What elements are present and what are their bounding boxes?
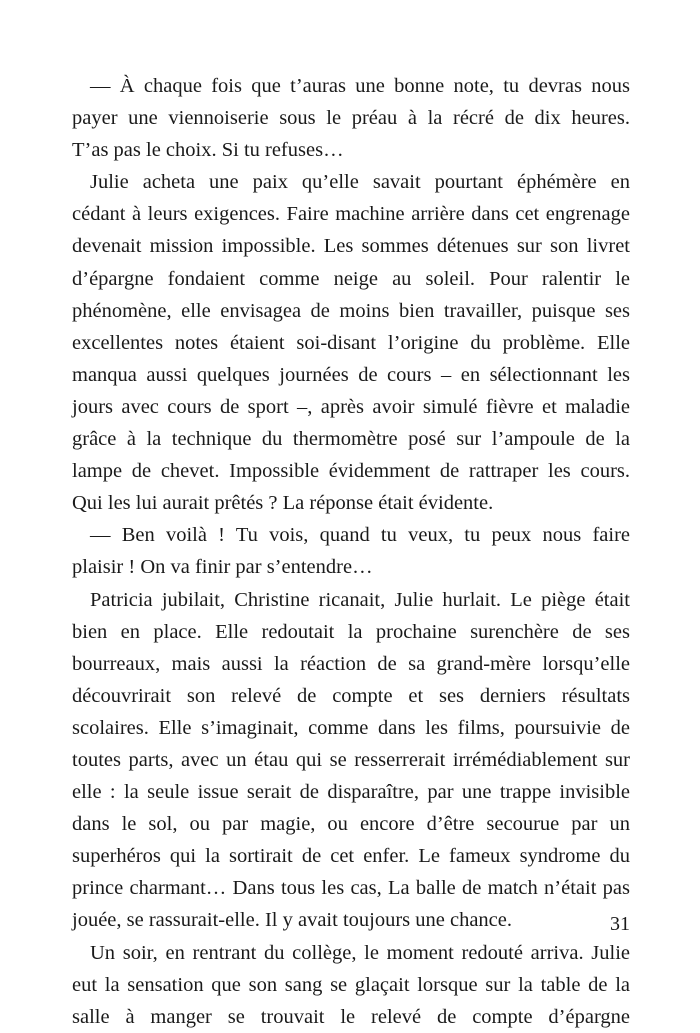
text-line: dans le sol, ou par magie, ou encore d’être secourue par un bbox=[72, 813, 630, 836]
page-body bbox=[72, 70, 630, 1033]
text-line: excellentes notes étaient soi-disant l’origine du problème. Elle bbox=[72, 331, 630, 354]
text-line: payer une viennoiserie sous le préau à la récré de dix heures. bbox=[72, 107, 630, 130]
text-line: Julie acheta une paix qu’elle savait pourtant éphémère en bbox=[90, 171, 630, 194]
text-line: cédant à leurs exigences. Faire machine arrière dans cet engrenage bbox=[72, 203, 630, 226]
text-line: salle à manger se trouvait le relevé de compte d’épargne bbox=[72, 1005, 630, 1028]
text-line: Un soir, en rentrant du collège, le moment redouté arriva. Julie bbox=[90, 941, 630, 964]
text-line: devenait mission impossible. Les sommes détenues sur son livret bbox=[72, 235, 630, 258]
text-line: jours avec cours de sport –, après avoir simulé fièvre et maladie bbox=[72, 395, 630, 418]
text-line: toutes parts, avec un étau qui se resserrerait irrémédiablement sur bbox=[72, 748, 630, 771]
text-line: Qui les lui aurait prêtés ? La réponse était évidente. bbox=[72, 492, 494, 515]
text-line: plaisir ! On va finir par s’entendre… bbox=[72, 556, 373, 579]
text-line: — Ben voilà ! Tu vois, quand tu veux, tu peux nous faire bbox=[90, 524, 630, 547]
text-line: bien en place. Elle redoutait la prochaine surenchère de ses bbox=[72, 620, 630, 643]
text-line: elle : la seule issue serait de disparaître, par une trappe invisible bbox=[72, 781, 630, 804]
text-line: bourreaux, mais aussi la réaction de sa grand-mère lorsqu’elle bbox=[72, 652, 630, 675]
text-line: lampe de chevet. Impossible évidemment de rattraper les cours. bbox=[72, 460, 630, 483]
text-line: T’as pas le choix. Si tu refuses… bbox=[72, 139, 344, 162]
text-line: Patricia jubilait, Christine ricanait, Julie hurlait. Le piège était bbox=[90, 588, 630, 611]
text-line: manqua aussi quelques journées de cours – en sélectionnant les bbox=[72, 363, 630, 386]
text-line: découvrirait son relevé de compte et ses derniers résultats bbox=[72, 684, 630, 707]
text-line: phénomène, elle envisagea de moins bien travailler, puisque ses bbox=[72, 299, 630, 322]
text-line: — À chaque fois que t’auras une bonne note, tu devras nous bbox=[90, 75, 630, 97]
text-line: prince charmant… Dans tous les cas, La balle de match n’était pas bbox=[72, 877, 630, 900]
text-line: grâce à la technique du thermomètre posé sur l’ampoule de la bbox=[72, 428, 630, 451]
text-line: superhéros qui la sortirait de cet enfer. Le fameux syndrome du bbox=[72, 845, 630, 868]
page-number: 31 bbox=[610, 913, 630, 935]
text-line: eut la sensation que son sang se glaçait lorsque sur la table de la bbox=[72, 973, 630, 996]
text-line: d’épargne fondaient comme neige au soleil. Pour ralentir le bbox=[72, 267, 630, 290]
text-line: scolaires. Elle s’imaginait, comme dans les films, poursuivie de bbox=[72, 716, 630, 739]
text-line: jouée, se rassurait-elle. Il y avait toujours une chance. bbox=[72, 909, 513, 932]
